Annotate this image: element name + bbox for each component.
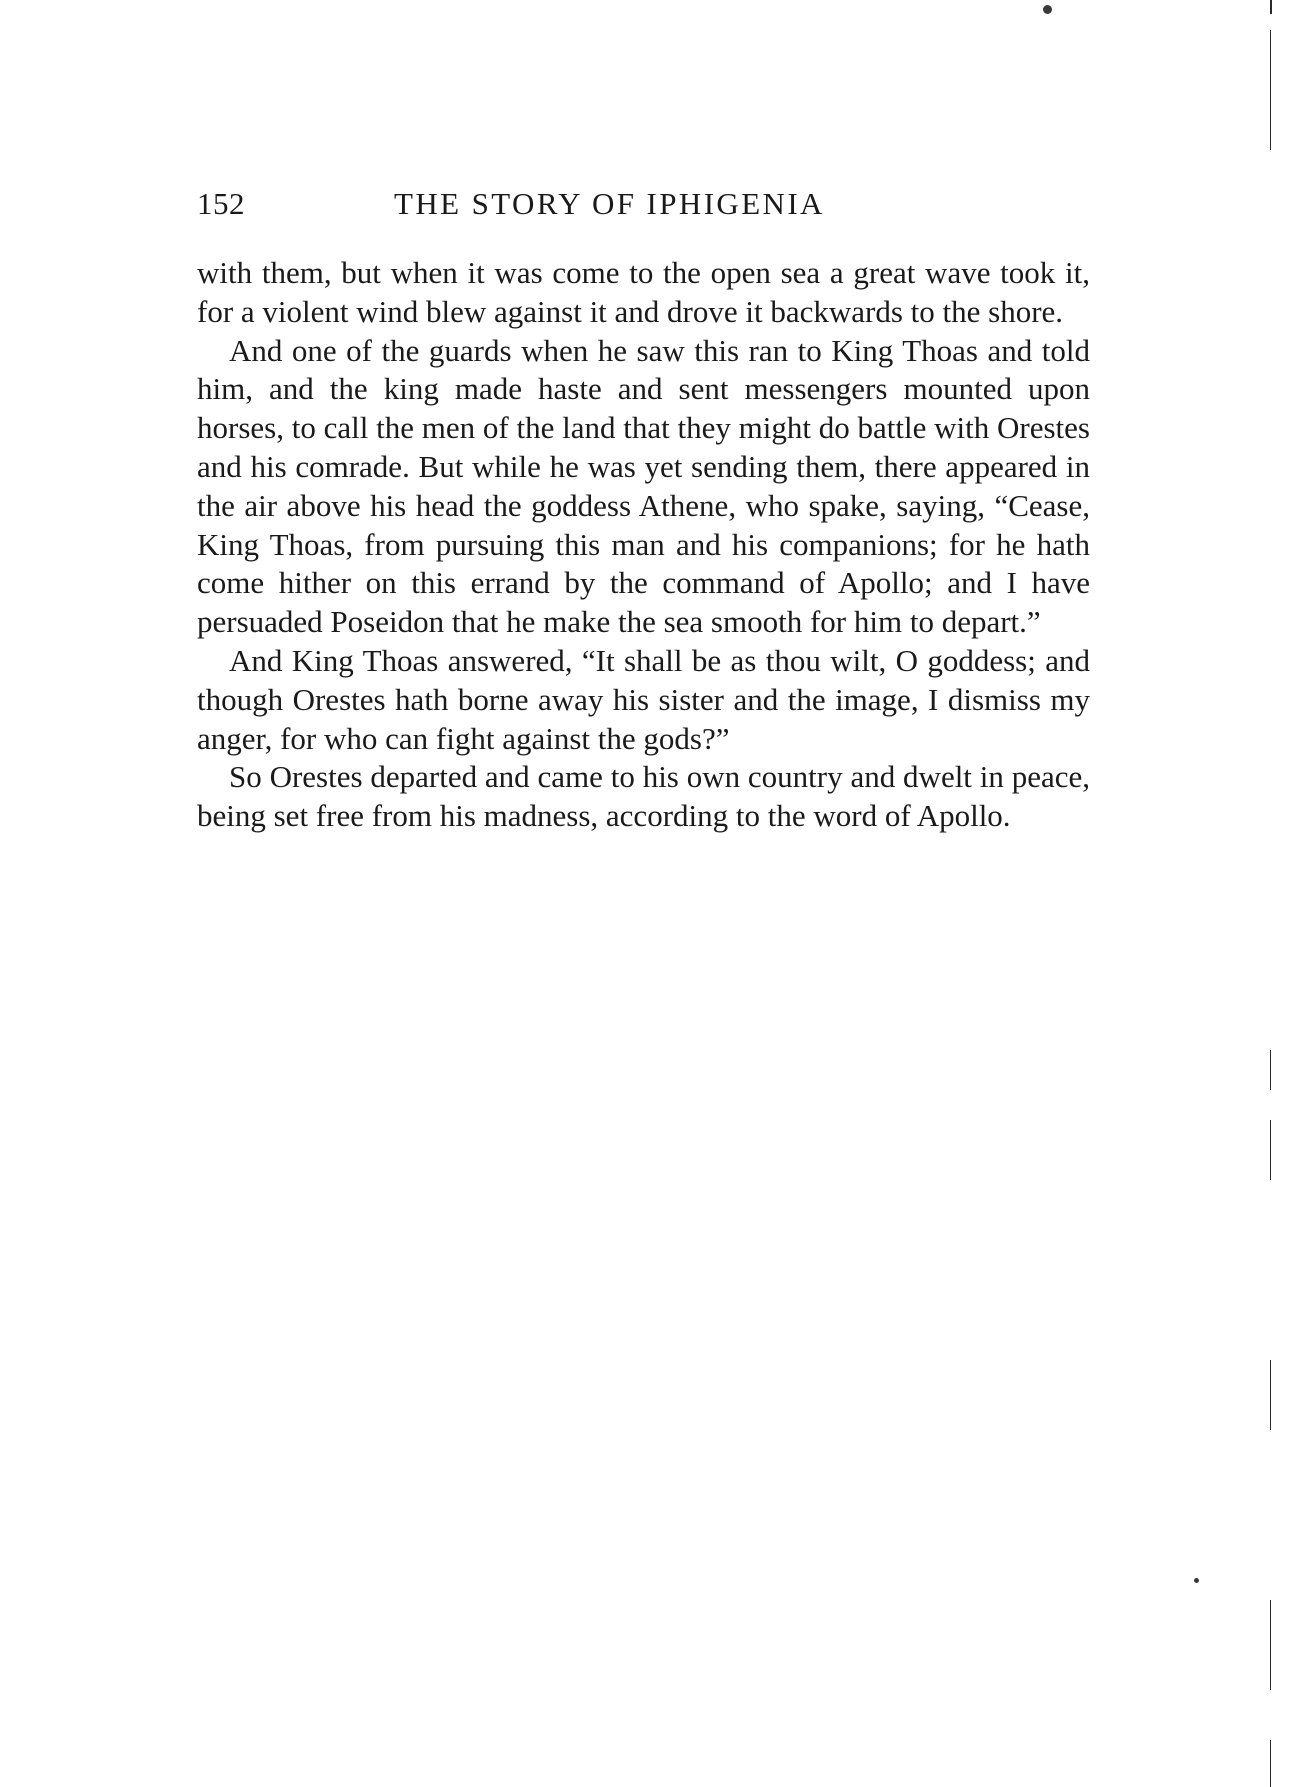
paragraph-thoas-answer: And King Thoas answered, “It shall be as thou wilt, O goddess; and though Orestes hath borne away his sister and the image, I dismiss my anger, for who can fight against the gods?” xyxy=(197,642,1090,756)
scan-speck xyxy=(1043,5,1052,14)
running-title: THE STORY OF IPHIGENIA xyxy=(394,186,825,221)
paragraph-continuation: with them, but when it was come to the open sea a great wave took it, for a violent wind blew against it and drove it backwards to the shore. xyxy=(197,255,1090,329)
scan-edge-shadow xyxy=(1270,0,1273,1787)
scan-speck xyxy=(1194,1578,1199,1583)
paragraph-guards: And one of the guards when he saw this ran to King Thoas and told him, and the king made haste and sent messengers mounted upon horses, to call the men of the land that they might do battle with Orestes and his comrade. But while he was yet sending them, there appeared in the air above his head the goddess Athene, who spake, saying, “Cease, King Thoas, from pursuing this man and his companions; for he hath come hither on this errand by the command of Apollo; and I have persuaded Poseidon that he make the sea smooth for him to depart.” xyxy=(197,332,1090,640)
page-number: 152 xyxy=(197,186,245,221)
body-text xyxy=(197,254,1090,836)
paragraph-orestes-departs: So Orestes departed and came to his own country and dwelt in peace, being set free from his madness, according to the word of Apollo. xyxy=(197,759,1090,834)
page-header xyxy=(197,186,1090,226)
